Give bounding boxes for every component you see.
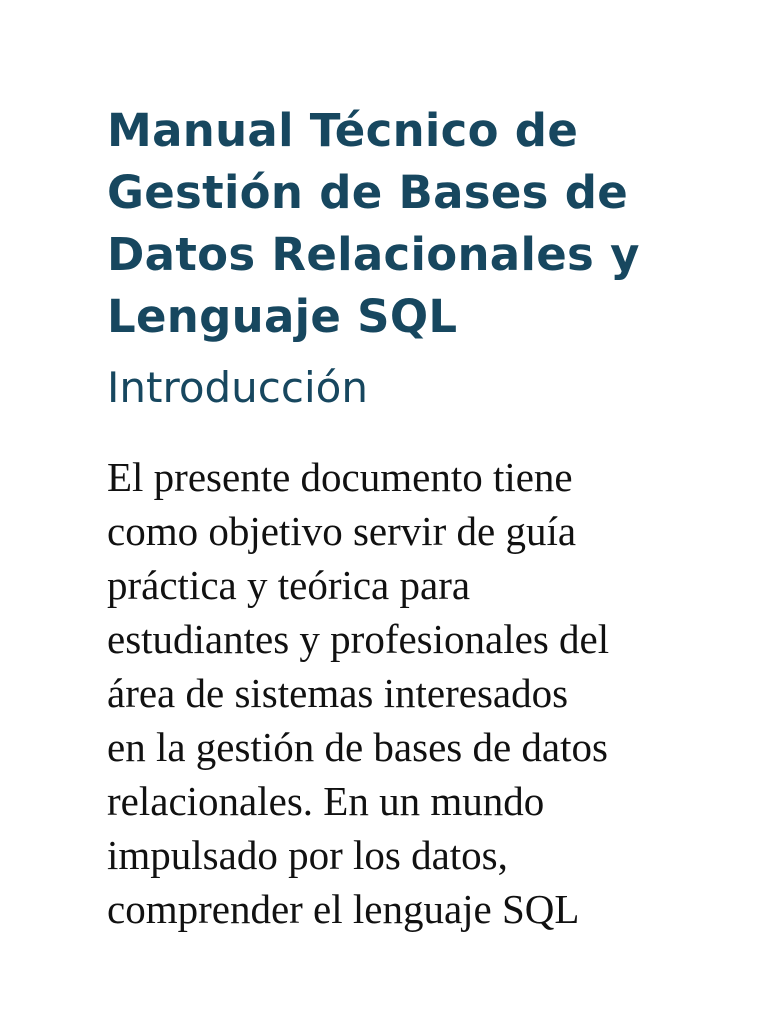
body-line: comprender el lenguaje SQL [107, 886, 580, 932]
title-line: Manual Técnico de [107, 104, 579, 157]
section-heading-introduccion: Introducción [107, 363, 368, 412]
body-line: en la gestión de bases de datos [107, 724, 608, 770]
body-paragraph [107, 450, 707, 936]
title-line: Datos Relacionales y [107, 228, 640, 281]
body-line: práctica y teórica para [107, 562, 471, 608]
body-line: El presente documento tiene [107, 454, 573, 500]
body-line: estudiantes y profesionales del [107, 616, 610, 662]
body-line: como objetivo servir de guía [107, 508, 577, 554]
document-content [107, 100, 707, 936]
body-line: impulsado por los datos, [107, 832, 508, 878]
title-line: Gestión de Bases de [107, 166, 629, 219]
title-line: Lenguaje SQL [107, 290, 458, 343]
document-title [107, 100, 707, 348]
body-line: relacionales. En un mundo [107, 778, 545, 824]
body-line: área de sistemas interesados [107, 670, 569, 716]
